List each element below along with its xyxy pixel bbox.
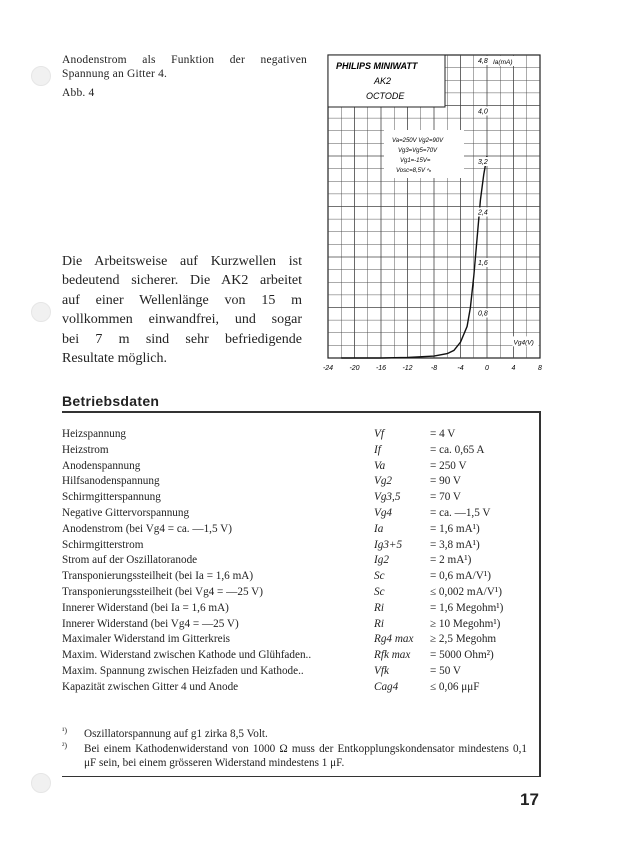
- param-label: [62, 569, 372, 585]
- x-tick-label: 0: [485, 365, 489, 372]
- chart-condition-3: Vg1=-15V=: [400, 158, 431, 164]
- param-label-text: Heizstrom: [62, 444, 112, 456]
- param-symbol: Ri: [374, 601, 384, 614]
- param-label-text: Innerer Widerstand (bei Ia = 1,6 mA): [62, 602, 232, 614]
- param-label: [62, 538, 372, 554]
- param-label-text: Strom auf der Oszillatoranode: [62, 554, 200, 566]
- chart-tube-type: AK2: [374, 76, 392, 86]
- y-axis-label: Ia(mA): [493, 59, 513, 66]
- table-rule-right: [539, 411, 541, 777]
- param-label-text: Innerer Widerstand (bei Vg4 = —25 V): [62, 618, 242, 630]
- paragraph-line: Resultate möglich.: [62, 351, 167, 367]
- paragraph-line: auf einer Wellenlänge von 15 m: [62, 292, 302, 308]
- paragraph-line: bedeutend sicherer. Die AK2 arbeitet: [62, 273, 302, 289]
- param-row: [62, 490, 532, 506]
- param-row: [62, 443, 532, 459]
- param-label: [62, 680, 372, 696]
- param-value: = 250 V: [430, 459, 467, 472]
- param-symbol: If: [374, 443, 381, 456]
- param-row: [62, 522, 532, 538]
- param-label: [62, 490, 372, 506]
- param-value: = 50 V: [430, 664, 461, 677]
- y-tick-label: 3,2: [478, 159, 488, 166]
- param-label: [62, 553, 372, 569]
- param-symbol: Ig3+5: [374, 538, 403, 551]
- chart-title: PHILIPS MINIWATT: [336, 61, 418, 71]
- param-value: = 1,6 mA¹): [430, 522, 480, 535]
- param-symbol: Sc: [374, 570, 385, 583]
- param-label-text: Anodenstrom (bei Vg4 = ca. —1,5 V): [62, 523, 235, 535]
- paragraph-line: vollkommen einwandfrei, und sogar: [62, 312, 302, 328]
- param-symbol: Vf: [374, 428, 384, 440]
- anode-current-chart: [322, 50, 544, 375]
- caption-line-2: Spannung an Gitter 4.: [62, 68, 168, 80]
- paragraph-line: Die Arbeitsweise auf Kurzwellen ist: [62, 254, 302, 269]
- param-row: [62, 632, 532, 648]
- param-label-text: Hilfsanodenspannung: [62, 475, 163, 487]
- footnote-1: [62, 727, 527, 742]
- param-label: [62, 664, 372, 680]
- param-label-text: Anodenspannung: [62, 460, 143, 472]
- param-symbol: Vg2: [374, 475, 393, 488]
- param-symbol: Rfk max: [374, 649, 411, 662]
- param-row: [62, 427, 532, 443]
- param-label: [62, 585, 372, 601]
- x-axis-label: Vg4(V): [513, 339, 534, 347]
- param-symbol: Va: [374, 459, 386, 472]
- caption-line-1: Anodenstrom als Funktion der negativen: [62, 54, 307, 66]
- punch-hole-middle: [31, 302, 51, 322]
- x-tick-label: -16: [375, 365, 387, 372]
- y-tick-label: 0,8: [478, 310, 488, 318]
- param-label-text: Heizspannung: [62, 428, 129, 440]
- chart-condition-1: Va=250V Vg2=90V: [392, 138, 444, 144]
- x-tick-label: 4: [511, 365, 516, 372]
- param-label-text: Transponierungssteilheit (bei Ia = 1,6 mA): [62, 570, 256, 582]
- param-label-text: Maxim. Spannung zwischen Heizfaden und Kathode..: [62, 665, 307, 677]
- param-value: = ca. —1,5 V: [430, 506, 491, 519]
- param-label: [62, 632, 372, 648]
- x-tick-label: -8: [430, 365, 438, 372]
- param-value: = 2 mA¹): [430, 554, 472, 567]
- y-tick-label: 4,0: [478, 108, 488, 116]
- param-value: = 0,6 mA/V¹): [430, 570, 491, 583]
- param-label-text: Schirmgitterspannung: [62, 491, 164, 503]
- footnotes: [62, 727, 527, 771]
- param-row: [62, 538, 532, 554]
- param-symbol: Cag4: [374, 680, 399, 693]
- footnote-2: [62, 742, 527, 771]
- param-row: [62, 617, 532, 633]
- param-label: [62, 459, 372, 475]
- chart-condition-4: Vosc=8,5V ∿: [396, 168, 432, 174]
- param-value: ≥ 10 Megohm¹): [430, 617, 501, 630]
- chart-tube-class: OCTODE: [366, 91, 405, 101]
- param-value: ≤ 0,002 mA/V¹): [430, 585, 502, 598]
- param-row: [62, 648, 532, 664]
- param-row: [62, 459, 532, 475]
- param-value: ≥ 2,5 Megohm: [430, 633, 497, 646]
- footnote-mark: ¹): [62, 726, 68, 735]
- param-value: = 90 V: [430, 475, 461, 488]
- param-label: [62, 474, 372, 490]
- y-tick-label: 4,8: [478, 58, 488, 65]
- param-value: = 3,8 mA¹): [430, 538, 480, 551]
- param-symbol: Sc: [374, 585, 385, 598]
- param-value: = 70 V: [430, 491, 461, 504]
- param-symbol: Vg3,5: [374, 491, 401, 504]
- param-label: [62, 443, 372, 459]
- param-row: [62, 569, 532, 585]
- punch-hole-bottom: [31, 773, 51, 793]
- param-value: = 1,6 Megohm¹): [430, 601, 504, 614]
- param-row: [62, 553, 532, 569]
- param-row: [62, 680, 532, 696]
- y-tick-label: 2,4: [478, 209, 488, 217]
- param-row: [62, 506, 532, 522]
- param-label: [62, 427, 372, 443]
- param-symbol: Rg4 max: [374, 633, 414, 646]
- param-label-text: Kapazität zwischen Gitter 4 und Anode: [62, 681, 241, 693]
- param-label: [62, 522, 372, 538]
- param-symbol: Ri: [374, 617, 384, 630]
- param-value: = 5000 Ohm²): [430, 649, 494, 662]
- x-tick-label: 8: [538, 365, 542, 372]
- param-label-text: Transponierungssteilheit (bei Vg4 = —25 V): [62, 586, 266, 598]
- footnote-mark: ²): [62, 740, 68, 750]
- x-tick-label: -20: [349, 365, 360, 372]
- x-tick-label: -24: [322, 365, 334, 372]
- param-label-text: Maximaler Widerstand im Gitterkreis: [62, 633, 233, 645]
- param-label: [62, 506, 372, 522]
- param-label-text: Negative Gittervorspannung: [62, 507, 192, 519]
- param-row: [62, 601, 532, 617]
- table-rule-bottom: [62, 776, 541, 777]
- chart-condition-2: Vg3=Vg5=70V: [398, 148, 438, 154]
- body-paragraph: [62, 252, 302, 368]
- param-row: [62, 585, 532, 601]
- y-tick-label: 1,6: [478, 260, 488, 267]
- footnote-text: Oszillatorspannung auf g1 zirka 8,5 Volt.: [84, 728, 268, 740]
- footnote-text: Bei einem Kathodenwiderstand von 1000 Ω muss der Entkopplungskondensator mindestens 0,1 μF sein, bei einem grösseren Widerstand mindestens 1 μF.: [84, 742, 527, 769]
- figure-number: Abb. 4: [62, 87, 95, 99]
- param-label-text: Maxim. Widerstand zwischen Kathode und Glühfaden..: [62, 649, 314, 661]
- punch-hole-top: [31, 66, 51, 86]
- param-symbol: Ig2: [374, 554, 389, 567]
- param-row: [62, 474, 532, 490]
- figure-caption: [62, 53, 307, 100]
- param-symbol: Vfk: [374, 664, 389, 677]
- param-label: [62, 648, 372, 664]
- param-label: [62, 601, 372, 617]
- param-symbol: Vg4: [374, 506, 393, 519]
- param-row: [62, 664, 532, 680]
- table-rule-top: [62, 411, 541, 413]
- param-value: = ca. 0,65 A: [430, 443, 485, 456]
- param-symbol: Ia: [374, 522, 384, 535]
- param-label: [62, 617, 372, 633]
- param-value: = 4 V: [430, 428, 456, 440]
- param-value: ≤ 0,06 μμF: [430, 680, 480, 693]
- page-number: 17: [520, 790, 539, 809]
- x-tick-label: -4: [457, 365, 464, 372]
- paragraph-line: bei 7 m sind sehr befriedigende: [62, 331, 302, 347]
- operating-data-table: [62, 427, 532, 696]
- x-tick-label: -12: [402, 365, 413, 372]
- section-heading: Betriebsdaten: [62, 393, 160, 409]
- param-label-text: Schirmgitterstrom: [62, 539, 146, 551]
